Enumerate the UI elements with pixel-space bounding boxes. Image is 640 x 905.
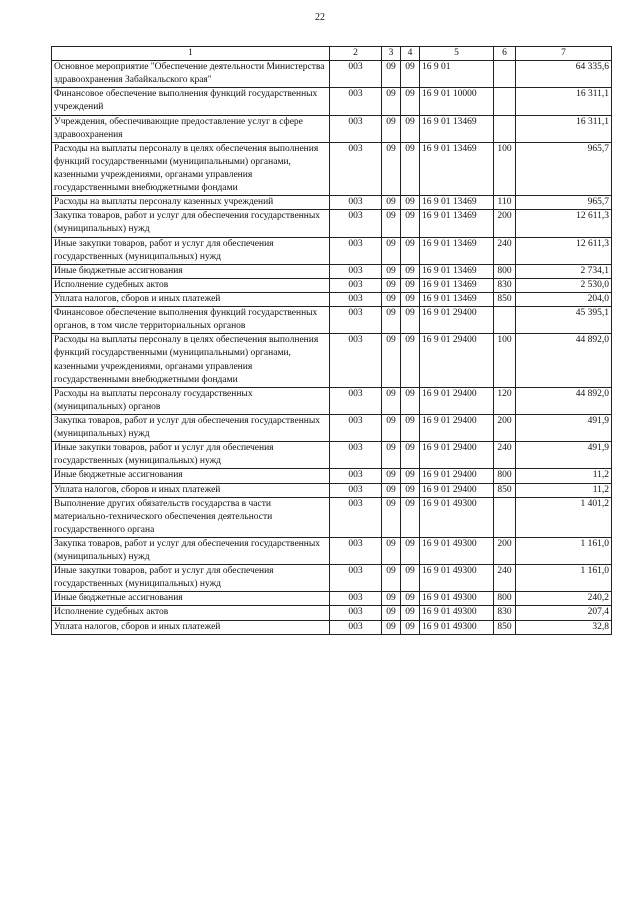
target-article-cell: 16 9 01 29400 [420, 469, 494, 483]
target-article-cell: 16 9 01 29400 [420, 387, 494, 414]
row-name-cell: Иные закупки товаров, работ и услуг для обеспечения государственных (муниципальных) нужд [52, 442, 330, 469]
table-row [52, 387, 612, 414]
grbs-code-cell: 003 [330, 442, 382, 469]
section-code-cell: 09 [382, 537, 401, 564]
amount-cell: 32,8 [516, 620, 612, 634]
table-row [52, 565, 612, 592]
target-article-cell: 16 9 01 49300 [420, 497, 494, 537]
table-row [52, 210, 612, 237]
table-row [52, 414, 612, 441]
expense-type-cell: 110 [494, 196, 516, 210]
table-row [52, 264, 612, 278]
section-code-cell: 09 [382, 88, 401, 115]
expense-type-cell [494, 497, 516, 537]
section-code-cell: 09 [382, 61, 401, 88]
section-code-cell: 09 [382, 334, 401, 387]
row-name-cell: Закупка товаров, работ и услуг для обеспечения государственных (муниципальных) нужд [52, 210, 330, 237]
table-row [52, 334, 612, 387]
expense-type-cell: 240 [494, 442, 516, 469]
expense-type-cell: 240 [494, 565, 516, 592]
subsection-code-cell: 09 [401, 264, 420, 278]
target-article-cell: 16 9 01 29400 [420, 307, 494, 334]
table-row [52, 483, 612, 497]
subsection-code-cell: 09 [401, 592, 420, 606]
grbs-code-cell: 003 [330, 537, 382, 564]
amount-cell: 965,7 [516, 142, 612, 195]
column-header: 1 [52, 47, 330, 61]
target-article-cell: 16 9 01 13469 [420, 115, 494, 142]
grbs-code-cell: 003 [330, 414, 382, 441]
row-name-cell: Иные бюджетные ассигнования [52, 469, 330, 483]
target-article-cell: 16 9 01 13469 [420, 278, 494, 292]
column-header: 3 [382, 47, 401, 61]
table-row [52, 278, 612, 292]
subsection-code-cell: 09 [401, 442, 420, 469]
grbs-code-cell: 003 [330, 264, 382, 278]
subsection-code-cell: 09 [401, 88, 420, 115]
expense-type-cell [494, 307, 516, 334]
grbs-code-cell: 003 [330, 334, 382, 387]
table-row [52, 292, 612, 306]
amount-cell: 11,2 [516, 469, 612, 483]
amount-cell: 1 161,0 [516, 565, 612, 592]
row-name-cell: Учреждения, обеспечивающие предоставление услуг в сфере здравоохранения [52, 115, 330, 142]
amount-cell: 1 161,0 [516, 537, 612, 564]
subsection-code-cell: 09 [401, 606, 420, 620]
row-name-cell: Закупка товаров, работ и услуг для обеспечения государственных (муниципальных) нужд [52, 537, 330, 564]
subsection-code-cell: 09 [401, 469, 420, 483]
section-code-cell: 09 [382, 142, 401, 195]
column-header: 6 [494, 47, 516, 61]
row-name-cell: Исполнение судебных актов [52, 278, 330, 292]
subsection-code-cell: 09 [401, 278, 420, 292]
table-row [52, 497, 612, 537]
column-header: 2 [330, 47, 382, 61]
section-code-cell: 09 [382, 387, 401, 414]
subsection-code-cell: 09 [401, 334, 420, 387]
amount-cell: 64 335,6 [516, 61, 612, 88]
amount-cell: 491,9 [516, 442, 612, 469]
section-code-cell: 09 [382, 278, 401, 292]
subsection-code-cell: 09 [401, 483, 420, 497]
expense-type-cell: 850 [494, 620, 516, 634]
section-code-cell: 09 [382, 210, 401, 237]
table-row [52, 61, 612, 88]
amount-cell: 44 892,0 [516, 334, 612, 387]
expense-type-cell: 850 [494, 292, 516, 306]
target-article-cell: 16 9 01 13469 [420, 292, 494, 306]
expense-type-cell: 200 [494, 210, 516, 237]
section-code-cell: 09 [382, 483, 401, 497]
subsection-code-cell: 09 [401, 115, 420, 142]
expense-type-cell [494, 115, 516, 142]
target-article-cell: 16 9 01 13469 [420, 210, 494, 237]
grbs-code-cell: 003 [330, 307, 382, 334]
grbs-code-cell: 003 [330, 565, 382, 592]
subsection-code-cell: 09 [401, 414, 420, 441]
expense-type-cell: 200 [494, 414, 516, 441]
target-article-cell: 16 9 01 49300 [420, 565, 494, 592]
table-row [52, 592, 612, 606]
target-article-cell: 16 9 01 29400 [420, 442, 494, 469]
row-name-cell: Расходы на выплаты персоналу государственных (муниципальных) органов [52, 387, 330, 414]
table-row [52, 115, 612, 142]
row-name-cell: Исполнение судебных актов [52, 606, 330, 620]
grbs-code-cell: 003 [330, 469, 382, 483]
budget-table [51, 46, 612, 635]
table-row [52, 442, 612, 469]
section-code-cell: 09 [382, 264, 401, 278]
table-row [52, 142, 612, 195]
section-code-cell: 09 [382, 307, 401, 334]
grbs-code-cell: 003 [330, 210, 382, 237]
grbs-code-cell: 003 [330, 237, 382, 264]
grbs-code-cell: 003 [330, 606, 382, 620]
subsection-code-cell: 09 [401, 497, 420, 537]
column-header: 4 [401, 47, 420, 61]
row-name-cell: Иные бюджетные ассигнования [52, 264, 330, 278]
subsection-code-cell: 09 [401, 387, 420, 414]
amount-cell: 44 892,0 [516, 387, 612, 414]
column-header: 7 [516, 47, 612, 61]
amount-cell: 12 611,3 [516, 210, 612, 237]
amount-cell: 16 311,1 [516, 88, 612, 115]
target-article-cell: 16 9 01 [420, 61, 494, 88]
expense-type-cell: 850 [494, 483, 516, 497]
section-code-cell: 09 [382, 414, 401, 441]
section-code-cell: 09 [382, 565, 401, 592]
amount-cell: 11,2 [516, 483, 612, 497]
section-code-cell: 09 [382, 292, 401, 306]
table-row [52, 537, 612, 564]
amount-cell: 2 734,1 [516, 264, 612, 278]
expense-type-cell: 830 [494, 278, 516, 292]
row-name-cell: Финансовое обеспечение выполнения функций государственных органов, в том числе территориальных органов [52, 307, 330, 334]
table-row [52, 469, 612, 483]
grbs-code-cell: 003 [330, 88, 382, 115]
grbs-code-cell: 003 [330, 61, 382, 88]
subsection-code-cell: 09 [401, 61, 420, 88]
grbs-code-cell: 003 [330, 278, 382, 292]
section-code-cell: 09 [382, 497, 401, 537]
row-name-cell: Расходы на выплаты персоналу казенных учреждений [52, 196, 330, 210]
section-code-cell: 09 [382, 469, 401, 483]
amount-cell: 207,4 [516, 606, 612, 620]
subsection-code-cell: 09 [401, 142, 420, 195]
row-name-cell: Уплата налогов, сборов и иных платежей [52, 292, 330, 306]
column-header: 5 [420, 47, 494, 61]
table-row [52, 237, 612, 264]
section-code-cell: 09 [382, 606, 401, 620]
header-row [52, 47, 612, 61]
row-name-cell: Выполнение других обязательств государства в части материально-технического обеспечения деятельности государственного органа [52, 497, 330, 537]
grbs-code-cell: 003 [330, 592, 382, 606]
row-name-cell: Иные закупки товаров, работ и услуг для обеспечения государственных (муниципальных) нужд [52, 565, 330, 592]
target-article-cell: 16 9 01 49300 [420, 592, 494, 606]
table-row [52, 620, 612, 634]
amount-cell: 45 395,1 [516, 307, 612, 334]
subsection-code-cell: 09 [401, 237, 420, 264]
row-name-cell: Иные бюджетные ассигнования [52, 592, 330, 606]
target-article-cell: 16 9 01 29400 [420, 334, 494, 387]
expense-type-cell: 100 [494, 142, 516, 195]
expense-type-cell: 830 [494, 606, 516, 620]
expense-type-cell: 120 [494, 387, 516, 414]
grbs-code-cell: 003 [330, 620, 382, 634]
row-name-cell: Уплата налогов, сборов и иных платежей [52, 620, 330, 634]
subsection-code-cell: 09 [401, 210, 420, 237]
subsection-code-cell: 09 [401, 307, 420, 334]
amount-cell: 16 311,1 [516, 115, 612, 142]
section-code-cell: 09 [382, 592, 401, 606]
target-article-cell: 16 9 01 13469 [420, 142, 494, 195]
amount-cell: 965,7 [516, 196, 612, 210]
row-name-cell: Основное мероприятие "Обеспечение деятельности Министерства здравоохранения Забайкальского края" [52, 61, 330, 88]
expense-type-cell: 800 [494, 264, 516, 278]
grbs-code-cell: 003 [330, 387, 382, 414]
expense-type-cell: 200 [494, 537, 516, 564]
expense-type-cell [494, 61, 516, 88]
row-name-cell: Финансовое обеспечение выполнения функций государственных учреждений [52, 88, 330, 115]
subsection-code-cell: 09 [401, 537, 420, 564]
grbs-code-cell: 003 [330, 142, 382, 195]
amount-cell: 204,0 [516, 292, 612, 306]
grbs-code-cell: 003 [330, 196, 382, 210]
expense-type-cell: 100 [494, 334, 516, 387]
table-row [52, 88, 612, 115]
subsection-code-cell: 09 [401, 292, 420, 306]
target-article-cell: 16 9 01 10000 [420, 88, 494, 115]
table-row [52, 307, 612, 334]
grbs-code-cell: 003 [330, 115, 382, 142]
row-name-cell: Иные закупки товаров, работ и услуг для обеспечения государственных (муниципальных) нужд [52, 237, 330, 264]
target-article-cell: 16 9 01 49300 [420, 606, 494, 620]
subsection-code-cell: 09 [401, 565, 420, 592]
page-number: 22 [315, 12, 325, 23]
table-row [52, 606, 612, 620]
row-name-cell: Расходы на выплаты персоналу в целях обеспечения выполнения функций государственными (муниципальными) органами, казенными учреждениями, органами управления государственными внебюджетными фондами [52, 142, 330, 195]
grbs-code-cell: 003 [330, 483, 382, 497]
target-article-cell: 16 9 01 13469 [420, 237, 494, 264]
expense-type-cell: 240 [494, 237, 516, 264]
amount-cell: 1 401,2 [516, 497, 612, 537]
grbs-code-cell: 003 [330, 292, 382, 306]
target-article-cell: 16 9 01 29400 [420, 483, 494, 497]
row-name-cell: Уплата налогов, сборов и иных платежей [52, 483, 330, 497]
row-name-cell: Закупка товаров, работ и услуг для обеспечения государственных (муниципальных) нужд [52, 414, 330, 441]
expense-type-cell [494, 88, 516, 115]
grbs-code-cell: 003 [330, 497, 382, 537]
amount-cell: 2 530,0 [516, 278, 612, 292]
expense-type-cell: 800 [494, 592, 516, 606]
row-name-cell: Расходы на выплаты персоналу в целях обеспечения выполнения функций государственными (муниципальными) органами, казенными учреждениями, органами управления государственными внебюджетными фондами [52, 334, 330, 387]
target-article-cell: 16 9 01 49300 [420, 620, 494, 634]
target-article-cell: 16 9 01 13469 [420, 196, 494, 210]
subsection-code-cell: 09 [401, 196, 420, 210]
target-article-cell: 16 9 01 49300 [420, 537, 494, 564]
expense-type-cell: 800 [494, 469, 516, 483]
amount-cell: 12 611,3 [516, 237, 612, 264]
amount-cell: 491,9 [516, 414, 612, 441]
table-body [52, 61, 612, 635]
target-article-cell: 16 9 01 13469 [420, 264, 494, 278]
section-code-cell: 09 [382, 620, 401, 634]
amount-cell: 240,2 [516, 592, 612, 606]
section-code-cell: 09 [382, 196, 401, 210]
subsection-code-cell: 09 [401, 620, 420, 634]
section-code-cell: 09 [382, 115, 401, 142]
section-code-cell: 09 [382, 237, 401, 264]
table-row [52, 196, 612, 210]
section-code-cell: 09 [382, 442, 401, 469]
target-article-cell: 16 9 01 29400 [420, 414, 494, 441]
